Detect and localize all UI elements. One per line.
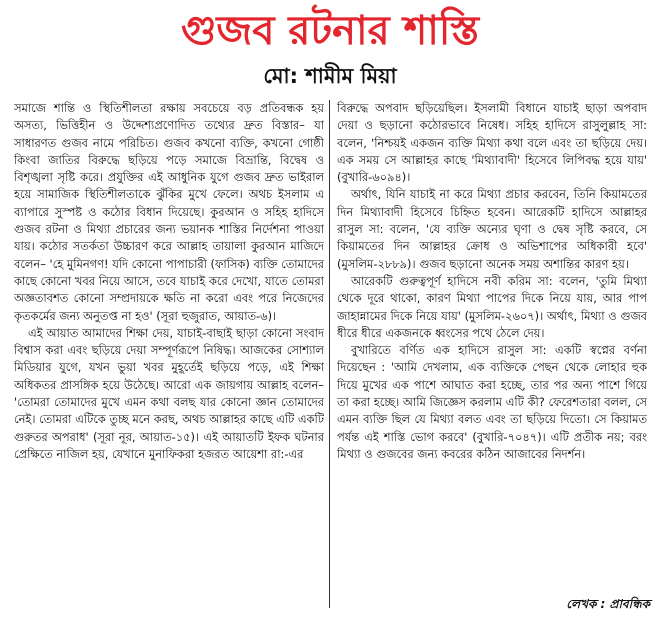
left-paragraph-2: এই আয়াত আমাদের শিক্ষা দেয়, যাচাই-বাছাই ছাড়া কোনো সংবাদ বিশ্বাস করা এবং ছড়িয়ে দেয়া সম্পূর্ণরূপে নিষিদ্ধ। আজকের সোশ্যাল মিডিয়ার যুগে, যখন ভুয়া খবর মুহূর্তেই ছড়িয়ে পড়ে, এই শিক্ষা অধিকতর প্রাসঙ্গিক হয়ে উঠেছে। আরো এক জায়গায় আল্লাহ বলেন– 'তোমরা তোমাদের মুখে এমন কথা বলছ যার কোনো জ্ঞান তোমাদের নেই। তোমরা এটিকে তুচ্ছ মনে করছ, অথচ আল্লাহর কাছে এটি একটি গুরুতর অপরাধ' (সূরা নূর, আয়াত-১৫)। এই আয়াতটি ইফক ঘটনার প্রেক্ষিতে নাজিল হয়, যেখানে মুনাফিকরা হজরত আয়েশা রা:-এর — [14, 325, 324, 461]
right-paragraph-2: অর্থাৎ, যিনি যাচাই না করে মিথ্যা প্রচার করবেন, তিনি কিয়ামতের দিন মিথ্যাবাদী হিসেবে চিহ্নিত হবেন। আরেকটি হাদিসে আল্লাহর রাসুল সা: বলেন, 'যে ব্যক্তি অন্যের ঘৃণা ও দ্বেষ সৃষ্টি করবে, সে কিয়ামতের দিন আল্লাহর ক্রোধ ও অভিশাপের অধিকারী হবে' (মুসলিম-২৮৮৯)। গুজব ছড়ানো অনেক সময় অশান্তির কারণ হয়। — [337, 187, 647, 271]
right-paragraph-4: বুখারিতে বর্ণিত এক হাদিসে রাসুল সা: একটি স্বপ্নের বর্ণনা দিয়েছেন : 'আমি দেখলাম, এক ব্যক্তিকে পেছন থেকে লোহার হুক দিয়ে মুখের এক পাশে আঘাত করা হচ্ছে, তার পর অন্য পাশে গিয়ে তা করা হচ্ছে। আমি জিজ্ঞেস করলাম এটি কী? ফেরেশতারা বলল, সে এমন ব্যক্তি ছিল যে মিথ্যা বলত এবং তা ছড়িয়ে দিতো। সে কিয়ামত পর্যন্ত এই শাস্তি ভোগ করবে' (বুখারি-৭০৪৭)। এটি প্রতীক নয়; বরং মিথ্যা ও গুজবের জন্য কবরের কঠিন আজাবের নিদর্শন। — [337, 343, 647, 461]
right-paragraph-3: আরেকটি গুরুত্বপূর্ণ হাদিসে নবী করিম সা: বলেন, 'তুমি মিথ্যা থেকে দূরে থাকো, কারণ মিথ্যা পাপের দিকে নিয়ে যায়, আর পাপ জাহান্নামের দিকে নিয়ে যায়' (মুসলিম-২৬০৭)। অর্থাৎ, মিথ্যা ও গুজব ধীরে ধীরে একজনকে ধ্বংসের পথে ঠেলে দেয়। — [337, 273, 647, 340]
left-paragraph-1: সমাজে শান্তি ও স্থিতিশীলতা রক্ষায় সবচেয়ে বড় প্রতিবন্ধক হয় অসত্য, ভিত্তিহীন ও উদ্দেশ্যপ্রণোদিত তথ্যের দ্রুত বিস্তার– যা সাধারণত গুজব নামে পরিচিত। গুজব কখনো ব্যক্তি, কখনো গোষ্ঠী কিংবা জাতির বিরুদ্ধে ছড়িয়ে পড়ে সমাজে বিভ্রান্তি, বিদ্বেষ ও বিশৃঙ্খলা সৃষ্টি করে। প্রযুক্তির এই আধুনিক যুগে গুজব দ্রুত ভাইরাল হয়ে সামাজিক স্থিতিশীলতাকে ঝুঁকির মুখে ফেলে। অথচ ইসলাম এ ব্যাপারে সুস্পষ্ট ও কঠোর বিধান দিয়েছে। কুরআন ও সহিহ হাদিসে গুজব রটনা ও মিথ্যা প্রচারের জন্য ভয়ানক শাস্তির নির্দেশনা পাওয়া যায়। কঠোর সতর্কতা উচ্চারণ করে আল্লাহ তায়ালা কুরআন মাজিদে বলেন– 'হে মুমিনগণ! যদি কোনো পাপাচারী (ফাসিক) ব্যক্তি তোমাদের কাছে কোনো খবর নিয়ে আসে, তবে যাচাই করে দেখো, যাতে তোমরা অজ্ঞতাবশত কোনো সম্প্রদায়কে ক্ষতি না করো এবং পরে নিজেদের কৃতকর্মের জন্য অনুতপ্ত না হও' (সূরা হুজুরাত, আয়াত-৬)। — [14, 101, 324, 323]
right-column — [337, 100, 647, 610]
author-note: লেখক : প্রাবন্ধিক — [566, 597, 650, 611]
column-divider — [329, 100, 330, 608]
article-title: গুজব রটনার শাস্তি — [180, 8, 480, 54]
left-column — [14, 100, 324, 610]
right-paragraph-1: বিরুদ্ধে অপবাদ ছড়িয়েছিল। ইসলামী বিধানে যাচাই ছাড়া অপবাদ দেয়া ও ছড়ানো কঠোরভাবে নিষেধ। সহিহ হাদিসে রাসুলুল্লাহ সা: বলেন, 'নিশ্চয়ই একজন ব্যক্তি মিথ্যা কথা বলে এবং তা ছড়িয়ে দেয়। এক সময় সে আল্লাহর কাছে 'মিথ্যাবাদী' হিসেবে লিপিবদ্ধ হয়ে যায়' (বুখারি-৬০৯৪)। — [337, 101, 647, 185]
article-byline: মো: শামীম মিয়া — [263, 64, 397, 88]
